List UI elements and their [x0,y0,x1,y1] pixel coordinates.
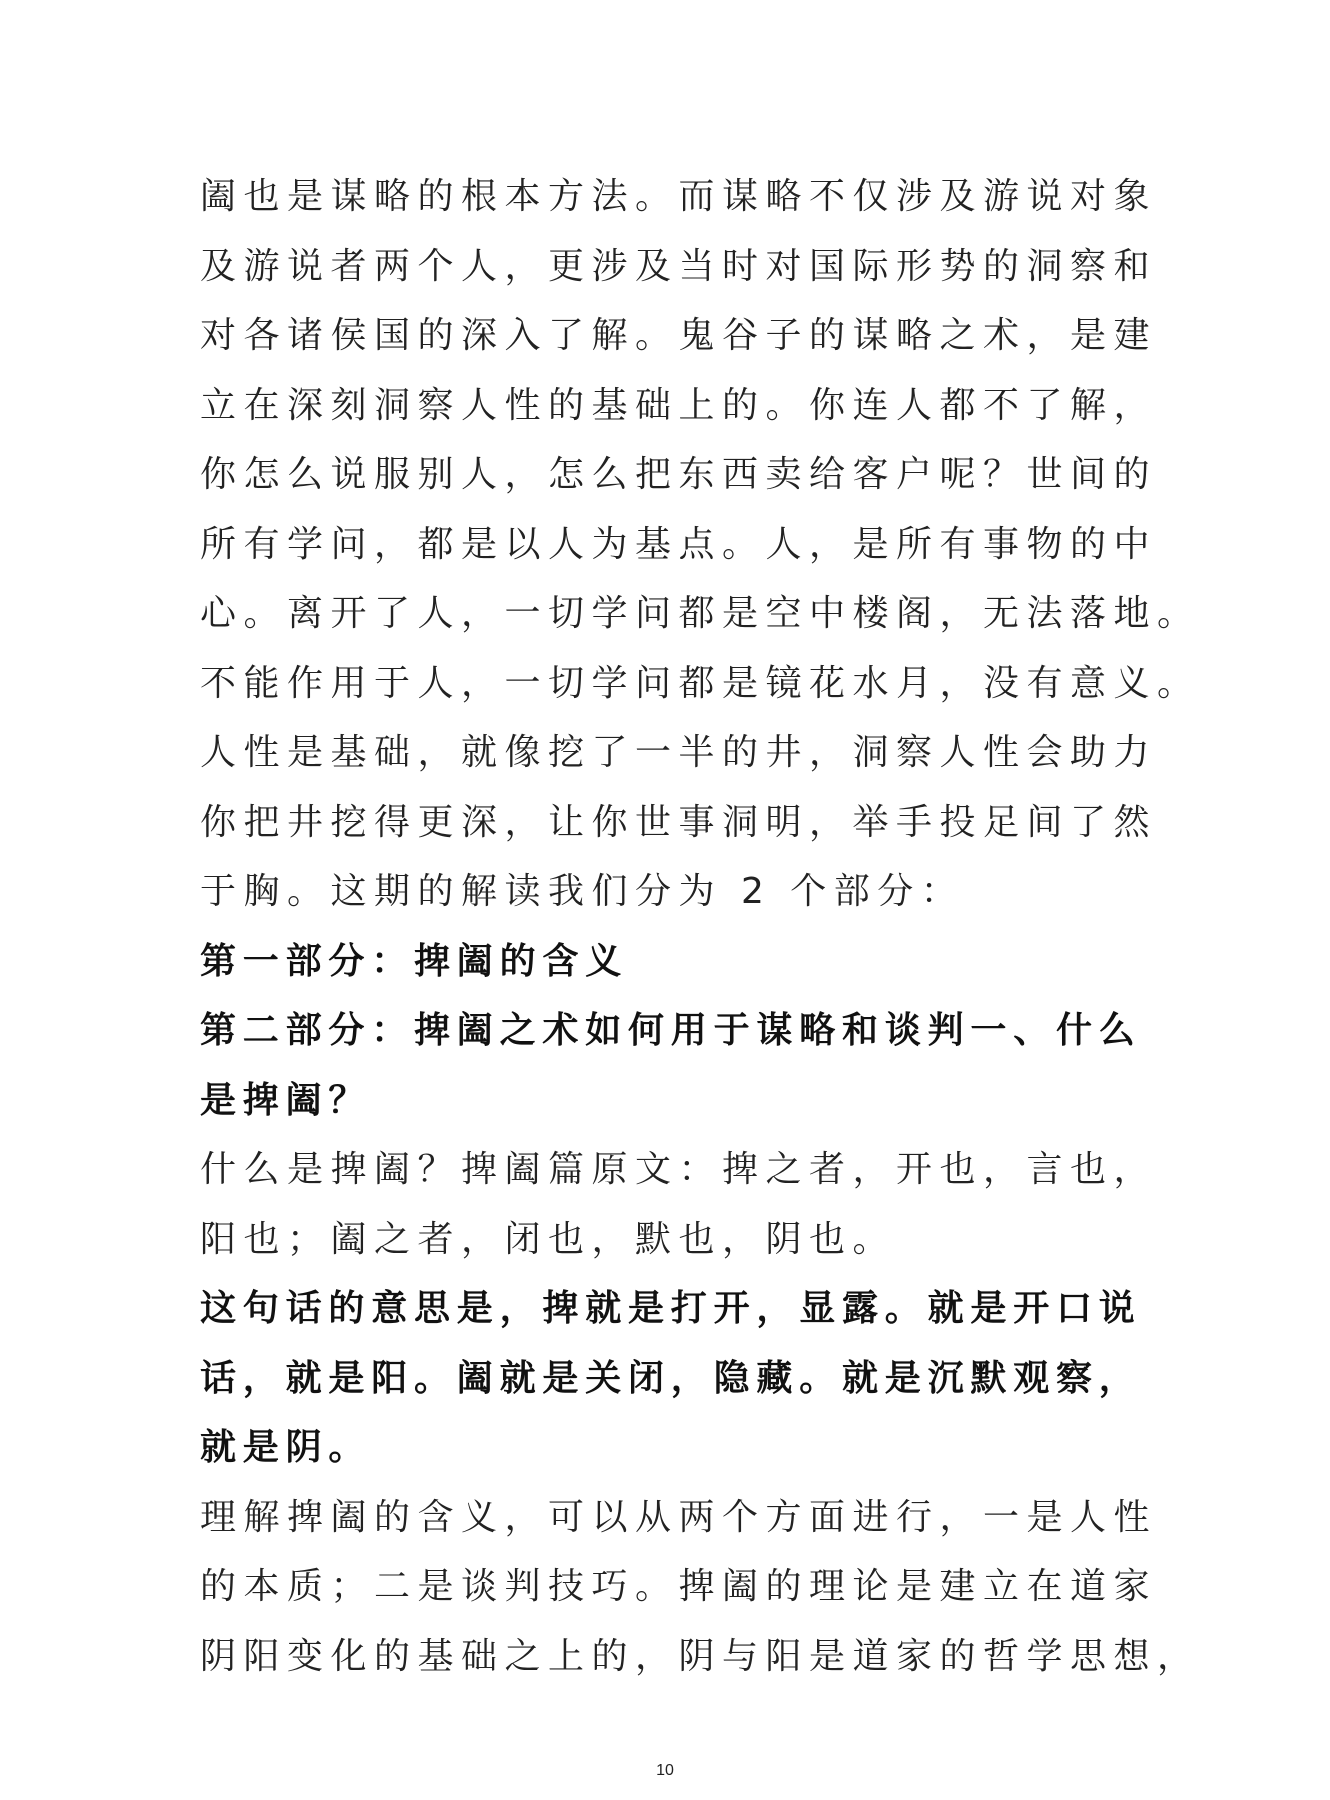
emphasis-line: 这句话的意思是，捭就是打开，显露。就是开口说 [200,1288,1142,1329]
paragraph-line: 阖也是谋略的根本方法。而谋略不仅涉及游说对象 [200,176,1158,217]
section-heading: 第一部分：捭阖的含义 [200,940,629,982]
paragraph-line: 心。离开了人，一切学问都是空中楼阁，无法落地。 [200,593,1201,634]
paragraph-line: 阴阳变化的基础之上的，阴与阳是道家的哲学思想， [200,1635,1201,1677]
page-number: 10 [656,1762,674,1779]
paragraph-line: 你把井挖得更深，让你世事洞明，举手投足间了然 [200,801,1158,843]
emphasis-line: 话，就是阳。阖就是关闭，隐藏。就是沉默观察， [200,1357,1142,1399]
paragraph-line: 于胸。这期的解读我们分为 2 个部分： [200,871,965,912]
paragraph-line: 你怎么说服别人，怎么把东西卖给客户呢？世间的 [200,454,1158,495]
paragraph-line: 不能作用于人，一切学问都是镜花水月，没有意义。 [200,662,1201,704]
paragraph-line: 立在深刻洞察人性的基础上的。你连人都不了解， [200,384,1158,426]
paragraph-line: 对各诸侯国的深入了解。鬼谷子的谋略之术，是建 [200,315,1158,356]
paragraph-line: 及游说者两个人，更涉及当时对国际形势的洞察和 [200,245,1158,287]
emphasis-line: 就是阴。 [200,1427,372,1468]
section-heading: 是捭阖？ [200,1079,372,1121]
paragraph-line: 的本质；二是谈判技巧。捭阖的理论是建立在道家 [200,1566,1158,1607]
paragraph-line: 所有学问，都是以人为基点。人，是所有事物的中 [200,523,1158,565]
paragraph-line: 阳也；阖之者，闭也，默也，阴也。 [200,1218,897,1260]
section-heading: 第二部分：捭阖之术如何用于谋略和谈判一、什么 [200,1010,1142,1051]
document-body [200,162,1201,1691]
paragraph-line: 什么是捭阖？捭阖篇原文：捭之者，开也，言也， [200,1149,1158,1190]
paragraph-line: 理解捭阖的含义，可以从两个方面进行，一是人性 [200,1496,1158,1538]
paragraph-line: 人性是基础，就像挖了一半的井，洞察人性会助力 [200,732,1158,773]
